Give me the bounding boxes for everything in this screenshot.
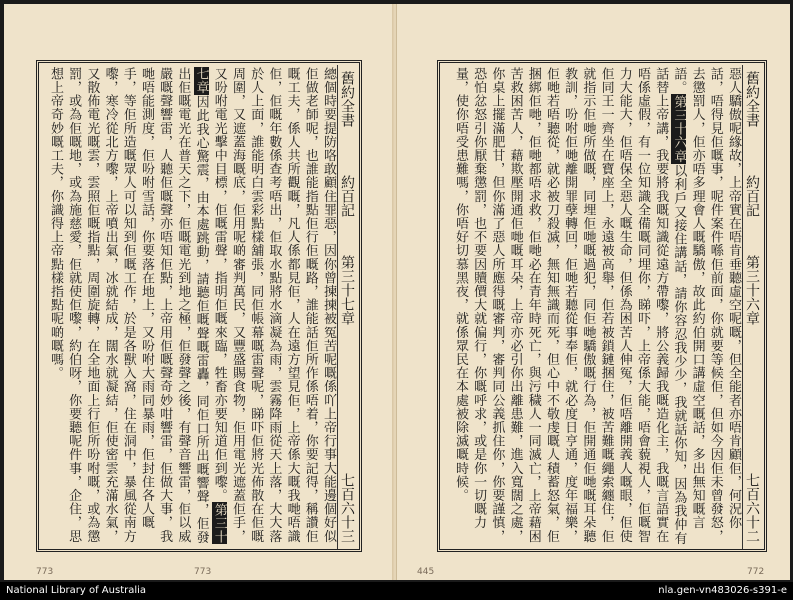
right-stamp-number: 772 bbox=[747, 567, 765, 577]
left-body-text bbox=[43, 67, 337, 547]
left-book-title: 舊約全書 bbox=[339, 71, 355, 127]
right-book-title: 舊約全書 bbox=[744, 71, 760, 127]
left-chapter-label: 第三十七章 bbox=[339, 255, 355, 325]
item-identifier: nla.gen-vn483026-s391-e bbox=[658, 585, 787, 596]
right-page bbox=[396, 4, 790, 580]
right-running-header bbox=[742, 65, 764, 549]
left-text-frame bbox=[36, 60, 362, 552]
left-text-after: 因此我心驚震，由本處跳動，請聽佢嘅聲嘅雷轟，同佢口所出嘅響聲，佢發出佢嘅電光在普天之下，佢嘅電光到地之極，佢發聲之後，有聲音響雷，佢以威嚴嘅聲響雷，人聽佢嘅聲亦唔知佢點，上帝用佢嘅聲奇妙咁響雷，佢做大事，我哋唔能測度，佢吩咐雪話，你要落在地上，又吩咐大雨同暴雨，佢封住各人嘅手，等佢所造嘅眾人可以知到佢嘅工作，於是各獸入窩，住在洞中，暴風從南方嚟，寒冷從北方嚟，上帝噴出氣，冰就結成，闊水就凝結，佢使密雲充滿水氣，又散佈電光嘅雲，雲照佢嘅指點，周圍旋轉，在全地面上行佢所吩咐嘅，或為懲罰，或為佢嘅地，或為施慈愛，佢就使佢嚟，約伯呀，你要聽呢件事，企住，思想上帝奇妙嘅工夫，你識得上帝點樣指點呢啲嘅嗎。 bbox=[47, 67, 209, 545]
left-pencil-mark: 773 bbox=[36, 567, 54, 577]
right-page-number: 七百六十二 bbox=[744, 473, 760, 543]
right-chapter-marker: 第三十六章 bbox=[671, 95, 687, 164]
left-volume-title: 約百記 bbox=[339, 175, 355, 217]
right-volume-title: 約百記 bbox=[744, 175, 760, 217]
left-page bbox=[4, 4, 395, 580]
library-footer bbox=[0, 582, 793, 600]
right-text-frame bbox=[437, 60, 767, 552]
right-text-before: 惡人驕傲呢緣故，上帝實在唔肯垂聽虛空呢嘅，但全能者亦唔肯顧佢，何況你話，唔得見佢嘅事，呢件案件喺佢前面，你就要等候佢，但如今因佢未曾發怒，去懲罰人，佢亦唔多理會人嘅驕傲，故此約伯開口講虛空嘅話，多出無知嘅言語。 bbox=[671, 67, 741, 543]
left-text-before: 總個時要提防咯敢顧住罪惡，因你曾揀揀被冤苦呢嘅係吖上帝行事大能邊個好似佢做老師呢，也誰能指點佢行佢嘅路，誰能話佢所作係唔着，你要記得，稱讚佢嘅工夫，係人共所觀嘅，凡人係都見佢，人在遠方望見佢，上帝係大嘅我哋唔識佢，佢嘅年數係查考唔出，佢取水點將水滴凝為雨，雲霧降雨從天上落，大大落於人上面，誰能明白雲彩點樣舖張，同佢帳幕嘅雷聲呢，睇吓佢將光佈散在佢嘅周圍，又遮蓋海嘅底，佢用呢啲審判萬民，又豐盛賜食物，佢用電光遮蓋佢手，又吩咐電光擊中目標，佢嘅雷聲，指明佢嘅來臨，牲畜亦要知道佢到嚟。 bbox=[211, 67, 336, 543]
left-stamp-number: 773 bbox=[194, 567, 212, 577]
left-running-header bbox=[337, 65, 359, 549]
right-chapter-label: 第三十六章 bbox=[744, 255, 760, 325]
right-pencil-mark: 445 bbox=[417, 567, 435, 577]
right-body-text bbox=[444, 67, 742, 547]
book-spread bbox=[4, 4, 789, 580]
library-name: National Library of Australia bbox=[6, 585, 147, 596]
right-text-after: 以利戶又接住講話，請你容忍我少少，我就話你知，因為我仲有話替上帝講，我要將我嘅知識從遠方帶嚟，將公義歸我嘅造化主，我嘅言語實在唔係虛假，有一位知識全備嘅同埋你，睇吓，上帝係大能，唔會藐視人，佢嘅智力大能大，佢唔保全惡人嘅生命，但係為困苦人伸冤，佢唔離開義人嘅眼，佢使佢同王一齊坐在寶座上，永遠被高舉，佢若被鎖鏈捆住，被苦難嘅繩索纏住，佢就指示佢哋所做嘅，同埋佢哋嘅過犯，同佢哋驕傲嘅行為，佢開通佢哋嘅耳朵聽教訓，吩咐佢哋離開罪孽轉回，佢哋若聽從事奉佢，就必度日亨通，度年福樂，佢哋若唔聽從，就必被刀殺滅，無知無識而死，但心中不敬虔嘅人積蓄怒氣，佢捆綁佢哋，佢哋都唔求救，佢哋必在青年時死亡，與污穢人一同滅亡，上帝藉困苦救困苦人，藉欺壓開通佢哋嘅耳朵，上帝亦必引你出離患難，進入寬闊之處，你桌上擺滿肥甘，但你滿了惡人所應得嘅審判，審判同公義抓住你，你要謹慎，恐怕忿怒引你厭棄懲罰，也不要因贖價大就偏行，你嘅呼求，或是你一切嘅力量，使你唔受患難嗎，你唔好切慕黑夜，就係眾民在本處被除滅嘅時候。 bbox=[452, 67, 687, 546]
left-chapter-marker: 第三十七章 bbox=[193, 67, 227, 545]
left-page-number: 七百六十三 bbox=[339, 473, 355, 543]
